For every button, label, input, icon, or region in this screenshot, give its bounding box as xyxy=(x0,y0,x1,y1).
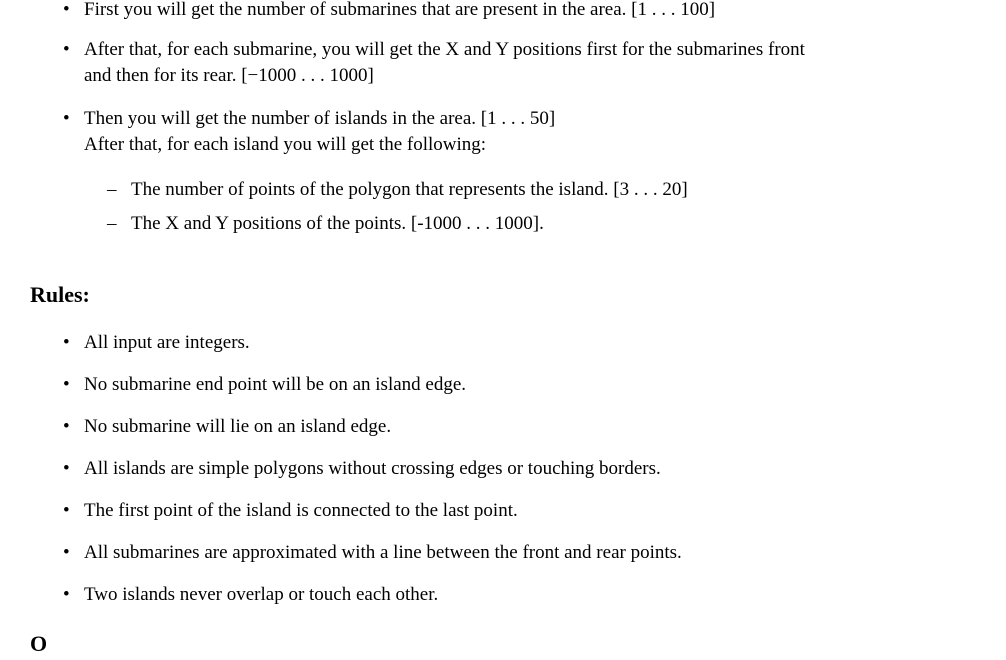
dash-icon: – xyxy=(107,179,117,200)
bullet-icon: • xyxy=(63,332,70,353)
list-item-line: and then for its rear. [−1000 . . . 1000] xyxy=(84,65,374,86)
rule-text: All islands are simple polygons without crossing edges or touching borders. xyxy=(84,458,661,479)
list-item-line: First you will get the number of submarines that are present in the area. [1 . . . 100] xyxy=(84,0,716,20)
bullet-icon: • xyxy=(63,458,70,479)
rule-text: Two islands never overlap or touch each other. xyxy=(84,584,439,605)
bullet-icon: • xyxy=(63,0,70,20)
rule-text: No submarine will lie on an island edge. xyxy=(84,416,392,437)
list-item-line: After that, for each island you will get the following: xyxy=(84,134,487,155)
sublist-item xyxy=(107,211,998,237)
list-item xyxy=(63,0,998,23)
sublist-item-line: The number of points of the polygon that represents the island. [3 . . . 20] xyxy=(131,179,688,200)
sublist-item-line: The X and Y positions of the points. [-1000 . . . 1000]. xyxy=(131,213,544,234)
rules-list xyxy=(0,330,1006,608)
rule-text: The first point of the island is connected to the last point. xyxy=(84,500,518,521)
bullet-icon: • xyxy=(63,416,70,437)
rule-item xyxy=(63,330,998,356)
dash-icon: – xyxy=(107,213,117,234)
rule-item xyxy=(63,540,998,566)
sublist-item xyxy=(107,177,998,203)
rule-item xyxy=(63,582,998,608)
input-description-list xyxy=(0,0,1006,237)
rule-item xyxy=(63,372,998,398)
rule-text: All submarines are approximated with a line between the front and rear points. xyxy=(84,542,682,563)
bullet-icon: • xyxy=(63,108,70,129)
bullet-icon: • xyxy=(63,584,70,605)
list-item-line: After that, for each submarine, you will get the X and Y positions first for the submarines front xyxy=(84,39,805,60)
bullet-icon: • xyxy=(63,39,70,60)
rule-item xyxy=(63,498,998,524)
next-section-heading-partial: O xyxy=(30,631,48,656)
list-item-line: Then you will get the number of islands in the area. [1 . . . 50] xyxy=(84,108,556,129)
rule-item xyxy=(63,414,998,440)
bullet-icon: • xyxy=(63,542,70,563)
bullet-icon: • xyxy=(63,500,70,521)
rule-item xyxy=(63,456,998,482)
rules-section-heading: Rules: xyxy=(30,282,90,307)
rule-text: No submarine end point will be on an island edge. xyxy=(84,374,467,395)
bullet-icon: • xyxy=(63,374,70,395)
rule-text: All input are integers. xyxy=(84,332,250,353)
island-detail-sublist xyxy=(84,177,998,237)
list-item xyxy=(63,106,998,237)
list-item xyxy=(63,37,998,89)
